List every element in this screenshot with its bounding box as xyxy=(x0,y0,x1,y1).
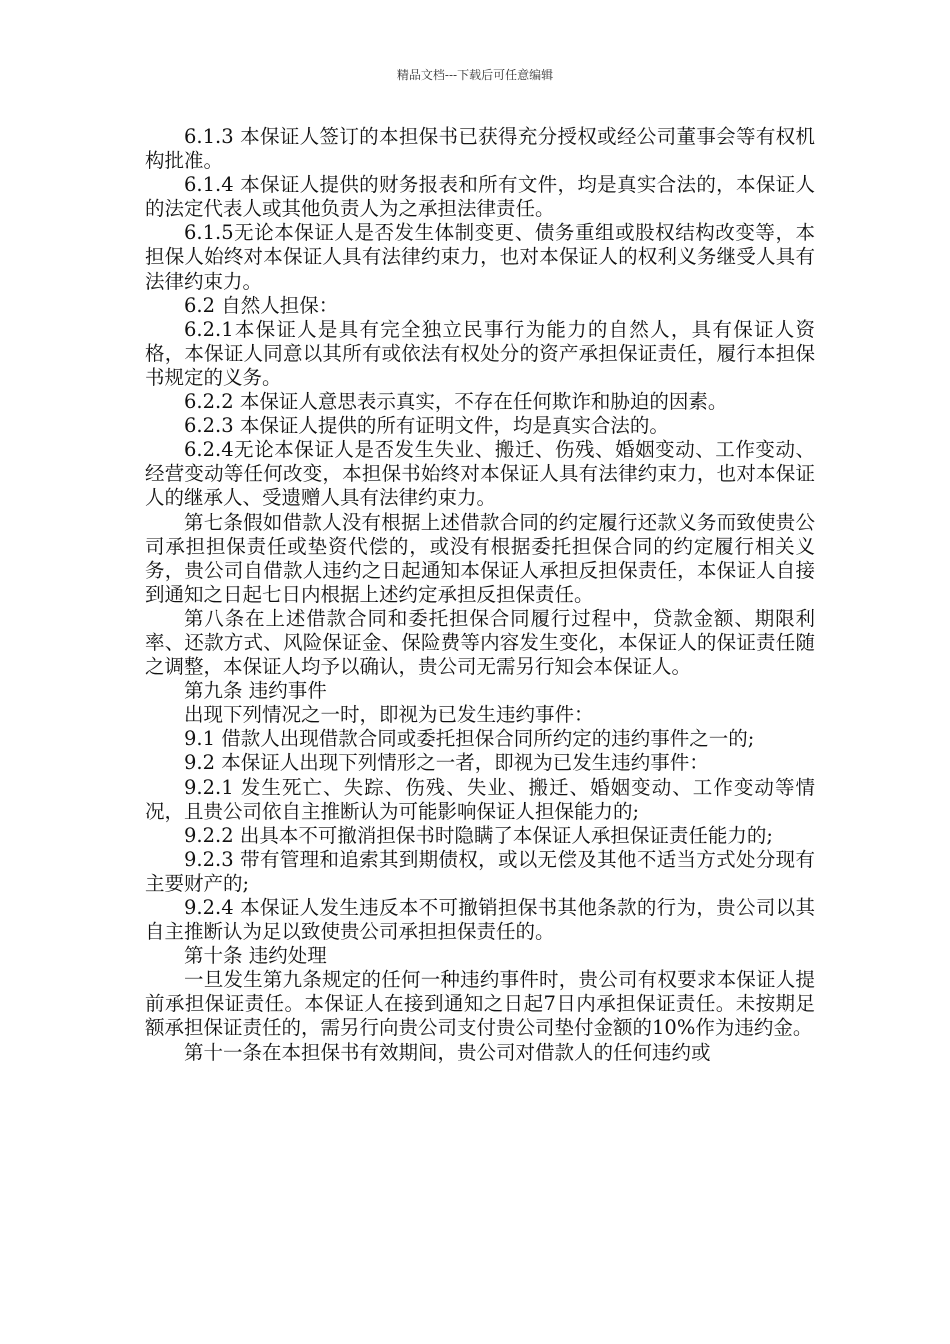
paragraph: 出现下列情况之一时，即视为已发生违约事件： xyxy=(184,703,594,727)
paragraph: 9.2.2 出具本不可撤消担保书时隐瞒了本保证人承担保证责任能力的; xyxy=(184,823,773,847)
section-heading: 第十条 违约处理 xyxy=(184,944,327,968)
paragraph: 6.1.4 本保证人提供的财务报表和所有文件，均是真实合法的，本保证人的法定代表人或其他负责人为之承担法律责任。 xyxy=(145,173,815,221)
paragraph: 6.2.4无论本保证人是否发生失业、搬迁、伤残、婚姻变动、工作变动、经营变动等任何改变，本担保书始终对本保证人具有法律约束力，也对本保证人的继承人、受遗赠人具有法律约束力。 xyxy=(145,438,815,510)
section-heading: 第九条 违约事件 xyxy=(184,679,327,703)
paragraph: 9.2.3 带有管理和追索其到期债权，或以无偿及其他不适当方式处分现有主要财产的; xyxy=(145,847,815,895)
paragraph: 9.1 借款人出现借款合同或委托担保合同所约定的违约事件之一的; xyxy=(184,727,755,751)
paragraph: 第十一条在本担保书有效期间，贵公司对借款人的任何违约或 xyxy=(184,1040,711,1064)
paragraph: 9.2.1 发生死亡、失踪、伤残、失业、搬迁、婚姻变动、工作变动等情况，且贵公司依自主推断认为可能影响保证人担保能力的; xyxy=(145,775,815,823)
paragraph: 9.2 本保证人出现下列情形之一者，即视为已发生违约事件： xyxy=(184,751,709,775)
page-header: 精品文档---下载后可任意编辑 xyxy=(396,68,554,82)
paragraph: 6.2.2 本保证人意思表示真实，不存在任何欺诈和胁迫的因素。 xyxy=(184,390,728,414)
paragraph: 第七条假如借款人没有根据上述借款合同的约定履行还款义务而致使贵公司承担担保责任或垫资代偿的，或没有根据委托担保合同的约定履行相关义务，贵公司自借款人违约之日起通知本保证人承担反担保责任，本保证人自接到通知之日起七日内根据上述约定承担反担保责任。 xyxy=(145,510,815,606)
section-heading: 6.2 自然人担保： xyxy=(184,293,339,317)
paragraph: 6.2.3 本保证人提供的所有证明文件，均是真实合法的。 xyxy=(184,414,669,438)
paragraph: 6.1.5无论本保证人是否发生体制变更、债务重组或股权结构改变等，本担保人始终对本保证人具有法律约束力，也对本保证人的权利义务继受人具有法律约束力。 xyxy=(145,221,815,293)
document-body xyxy=(145,125,815,1065)
paragraph: 第八条在上述借款合同和委托担保合同履行过程中，贷款金额、期限利率、还款方式、风险保证金、保险费等内容发生变化，本保证人的保证责任随之调整，本保证人均予以确认，贵公司无需另行知会本保证人。 xyxy=(145,606,815,679)
paragraph: 9.2.4 本保证人发生违反本不可撤销担保书其他条款的行为，贵公司以其自主推断认为足以致使贵公司承担担保责任的。 xyxy=(145,896,815,944)
paragraph: 6.2.1本保证人是具有完全独立民事行为能力的自然人，具有保证人资格，本保证人同意以其所有或依法有权处分的资产承担保证责任，履行本担保书规定的义务。 xyxy=(145,317,815,389)
paragraph: 一旦发生第九条规定的任何一种违约事件时，贵公司有权要求本保证人提前承担保证责任。本保证人在接到通知之日起7日内承担保证责任。未按期足额承担保证责任的，需另行向贵公司支付贵公司垫付金额的10%作为违约金。 xyxy=(145,968,815,1040)
paragraph: 6.1.3 本保证人签订的本担保书已获得充分授权或经公司董事会等有权机构批准。 xyxy=(145,125,815,173)
